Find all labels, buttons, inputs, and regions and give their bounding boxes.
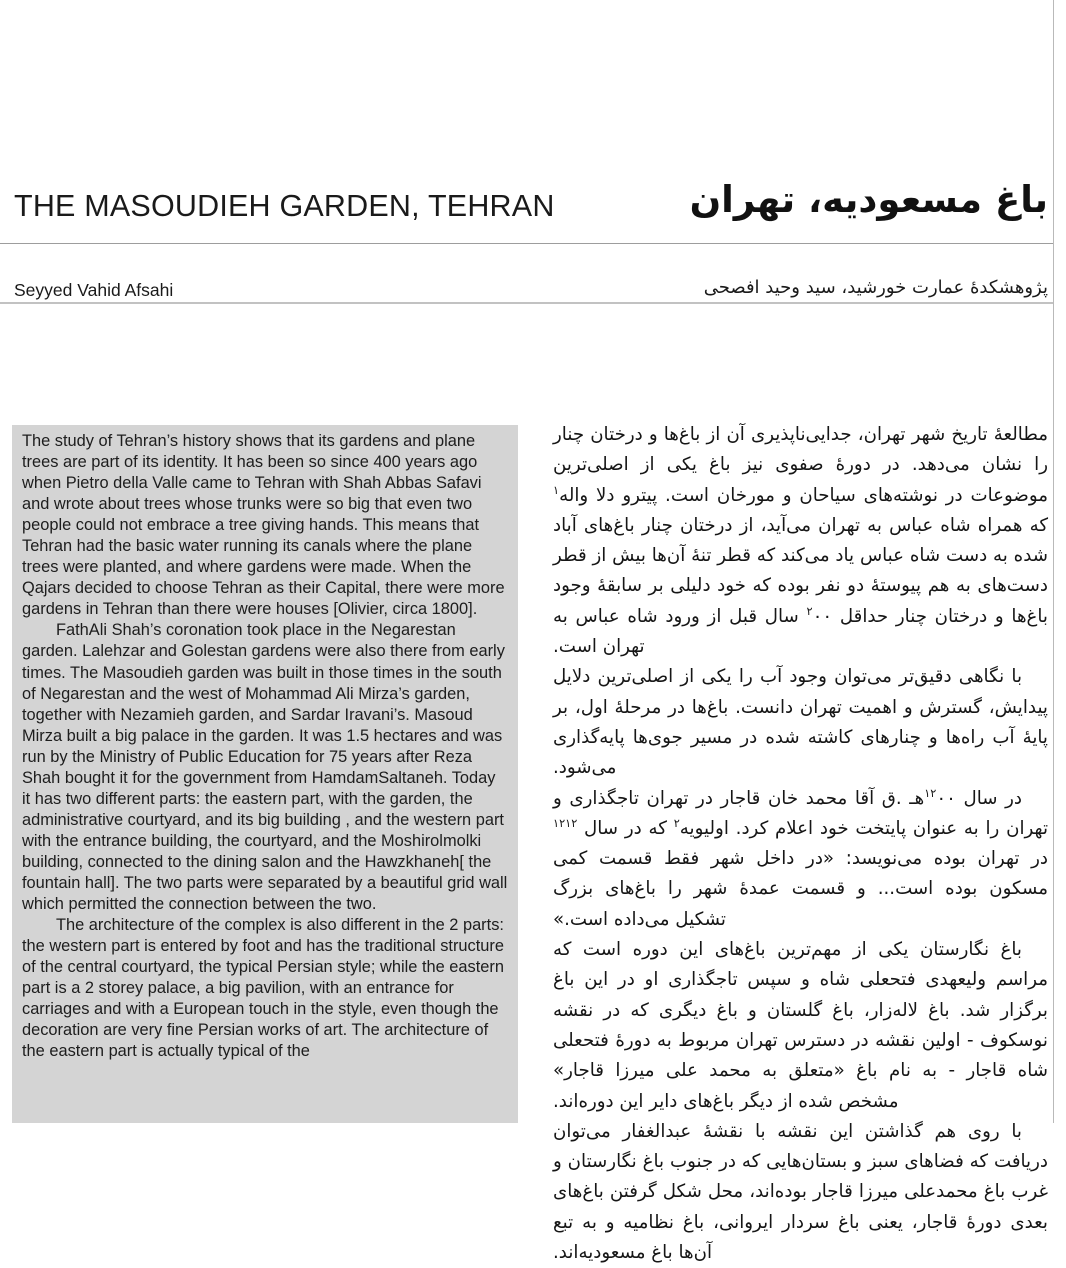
persian-paragraph-3: در سال $^{۱۲}$۰۰هـ .ق آقا محمد خان قاجار در تهران تاجگذاری و تهران را به عنوان پایتخت خود اعلام کرد. اولیویه$^۲$ که در سال $^{۱۲۱۲}$ در تهران بوده می‌نویسد: «در داخل شهر فقط قسمت کمی مسکون بوده است... و قسمت عمدهٔ شهر را باغ‌های بزرگ تشکیل می‌داده است.»: [553, 786, 1049, 930]
footnote-marker: ۱: [553, 816, 560, 830]
footnote-marker: ۲: [673, 816, 680, 830]
byline-row: [0, 276, 1066, 320]
author-name-english: Seyyed Vahid Afsahi: [14, 280, 174, 300]
page-title-english: THE MASOUDIEH GARDEN, TEHRAN: [14, 189, 555, 223]
persian-paragraph-1: مطالعهٔ تاریخ شهر تهران، جدایی‌ناپذیری آن از باغ‌ها و درختان چنار را نشان می‌دهد. در دورهٔ صفوی نیز باغ یکی از اصلی‌ترین موضوعات در نوشته‌های سیاحان و مورخان است. پیترو دلا واله$^۱$ که همراه شاه عباس به تهران می‌آید، از درختان چنار باغ‌های آباد شده به دست شاه عباس یاد می‌کند که قطر تنهٔ آن‌ها بیش از قطر دست‌های به هم پیوستهٔ دو نفر بوده که خود دلیلی بر سابقهٔ وجود باغ‌ها و درختان چنار حداقل $^۲$۰۰ سال قبل از ورود شاه عباس به تهران است.: [553, 424, 1048, 658]
footnote-marker: ۱: [565, 816, 572, 830]
header-rule-bottom: [0, 302, 1053, 304]
persian-paragraph-4: باغ نگارستان یکی از مهم‌ترین باغ‌های این دوره است که مراسم ولیعهدی فتحعلی شاه و سپس تاجگذاری او در این باغ برگزار شد. باغ لاله‌زار، باغ گلستان و باغ دیگری که در نقشه نوسکوف - اولین نقشه در دسترس تهران مربوط به دورهٔ فتحعلی شاه قاجار - به نام باغ «متعلق به محمد علی میرزا قاجار» مشخص شده از دیگر باغ‌های دایر این دوره‌اند.: [553, 939, 1048, 1112]
persian-paragraph-5: با روی هم گذاشتن این نقشه با نقشهٔ عبدالغفار می‌توان دریافت که فضاهای سبز و بستان‌هایی که در جنوب باغ نگارستان و غرب باغ محمدعلی میرزا قاجار بوده‌اند، محل شکل گرفتن باغ‌های بعدی دورهٔ قاجار، یعنی باغ سردار ایروانی، باغ نظامیه و به تبع آن‌ها باغ مسعودیه‌اند.: [553, 1120, 1048, 1264]
persian-text-column: [553, 420, 1049, 1264]
footnote-marker: ۱: [553, 483, 560, 497]
footnote-marker: ۲: [559, 816, 566, 830]
english-paragraph-2: FathAli Shah’s coronation took place in the Negarestan garden. Lalehzar and Golestan gardens were also there from early times. The Masoudieh garden was built in those times in the south of Negarestan and the west of Mohammad Ali Mirza’s garden, together with Nezamieh garden, and Sardar Iravani’s. Masoud Mirza built a big palace in the garden. It was 1.5 hectares and was run by the Ministry of Public Education for 75 years after Reza Shah bought it for the government from HamdamSaltaneh. Today it has two different parts: the eastern part, with the garden, the administrative courtyard, and its big building , and the western part with the entrance building, the courtyard, and the Moshirolmolki building, connected to the dining salon and the Hawzkhaneh[ the fountain hall]. The two parts were separated by a beautiful grid wall which permitted the connection between the two.: [22, 621, 508, 914]
header-rule-top: [0, 243, 1053, 244]
english-text-column: [12, 425, 518, 1123]
footnote-marker: ۲: [930, 786, 937, 800]
english-paragraph-1: The study of Tehran’s history shows that its gardens and plane trees are part of its identity. It has been so since 400 years ago when Pietro della Valle came to Tehran with Shah Abbas Safavi and wrote about trees whose trunks were so big that even two people could not embrace a tree giving hands. This means that Tehran had the basic water running its canals where the plane trees were planted, and where gardens were made. When the Qajars decided to choose Tehran as their Capital, there were more gardens in Tehran than there were houses [Olivier, circa 1800].: [22, 432, 505, 619]
body-columns: [0, 424, 1066, 1264]
english-paragraph-3: The architecture of the complex is also different in the 2 parts: the western part is entered by foot and has the traditional structure of the central courtyard, the typical Persian style; while the eastern part is a 2 storey palace, a big pavilion, with an entrance for carriages and with a European touch in the style, even though the decoration are very fine Persian works of art. The architecture of the eastern part is actually typical of the: [22, 916, 504, 1061]
title-row: [0, 180, 1066, 255]
footnote-marker: ۱: [924, 786, 931, 800]
page-title-persian: باغ مسعودیه، تهران: [689, 178, 1048, 221]
persian-paragraph-2: با نگاهی دقیق‌تر می‌توان وجود آب را یکی از اصلی‌ترین دلایل پیدایش، گسترش و اهمیت تهران دانست. باغ‌ها در مرحلهٔ اول، بر پایهٔ آب راه‌ها و چنارهای کاشته شده در مسیر جوی‌ها پایه‌گذاری می‌شود.: [553, 666, 1048, 779]
footnote-marker: ۲: [571, 816, 578, 830]
footnote-marker: ۲: [806, 604, 813, 618]
author-affiliation-persian: پژوهشکدهٔ عمارت خورشید، سید وحید افصحی: [703, 277, 1048, 298]
article-header: [0, 180, 1066, 320]
